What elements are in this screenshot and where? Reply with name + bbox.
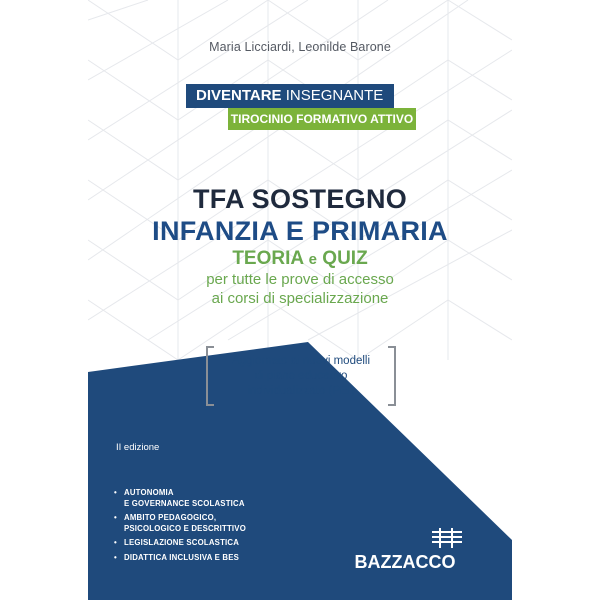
topic-item: • AUTONOMIA E GOVERNANCE SCOLASTICA: [114, 488, 246, 509]
description-line-2: ai corsi di specializzazione: [211, 290, 389, 307]
subtitle-a: TEORIA: [232, 248, 304, 269]
edition-label: II edizione: [116, 442, 160, 453]
series-subtitle-badge: TIROCINIO FORMATIVO ATTIVO: [228, 108, 416, 130]
series-bold: DIVENTARE: [196, 87, 282, 104]
topic-item: • LEGISLAZIONE SCOLASTICA: [114, 538, 246, 549]
book-cover: [88, 0, 512, 600]
subtitle: [88, 248, 512, 270]
subtitle-e: e: [308, 251, 318, 268]
publisher-name: BAZZACCO: [340, 548, 470, 576]
series-badge: [186, 84, 394, 108]
description: [88, 270, 512, 308]
topic-item: • DIDATTICA INCLUSIVA E BES: [114, 553, 246, 564]
series-light: INSEGNANTE: [285, 87, 384, 104]
title-line-2: INFANZIA E PRIMARIA: [152, 216, 448, 246]
update-note-box: [206, 348, 396, 404]
description-line-1: per tutte le prove di accesso: [206, 271, 394, 288]
note-line-1: Aggiornato ai nuovi modelli: [231, 355, 371, 367]
title-line-1: TFA SOSTEGNO: [192, 184, 408, 214]
topic-item: • AMBITO PEDAGOGICO, PSICOLOGICO E DESCRITTIVO: [114, 513, 246, 534]
note-line-3: individualizzato (PEI): [247, 385, 355, 397]
subtitle-b: QUIZ: [322, 248, 368, 269]
topics-list: [114, 488, 246, 567]
note-line-2: di piano educativo: [254, 370, 348, 382]
authors: Maria Licciardi, Leonilde Barone: [209, 40, 391, 54]
